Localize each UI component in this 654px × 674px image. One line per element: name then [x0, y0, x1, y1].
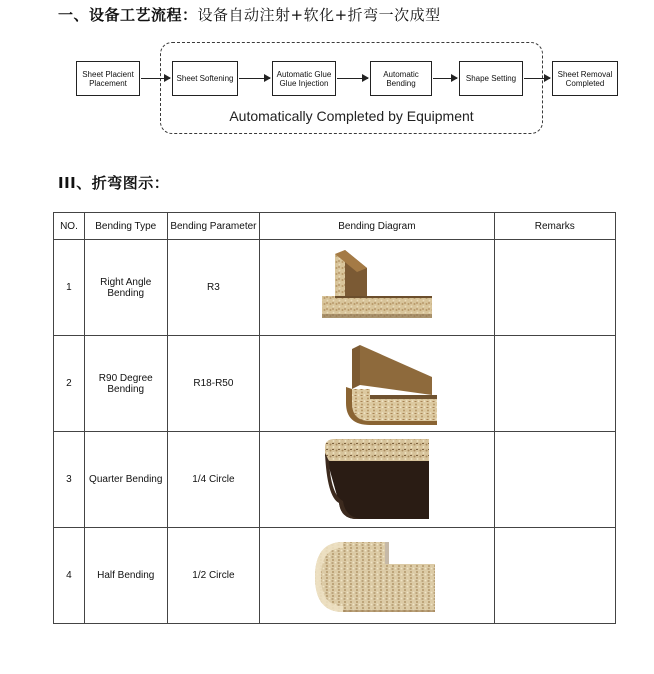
- type-line: Right Angle: [100, 276, 152, 288]
- flow-step-label: Bending: [386, 78, 416, 88]
- right-angle-board-diagram: [317, 248, 437, 328]
- cell-parameter: 1/2 Circle: [167, 528, 260, 624]
- cell-diagram: [260, 528, 494, 624]
- cell-parameter: 1/4 Circle: [167, 432, 260, 528]
- flow-step-1: [76, 61, 140, 96]
- cell-remarks: [494, 336, 615, 432]
- header-no: NO.: [54, 213, 85, 240]
- cell-diagram: [260, 336, 494, 432]
- type-line: Bending: [107, 287, 145, 299]
- cell-bending-type: [84, 432, 167, 528]
- section-heading: 折弯图示：: [91, 174, 170, 192]
- flow-step-3: [272, 61, 336, 96]
- type-line: Quarter Bending: [89, 474, 163, 485]
- flow-step-5: [459, 61, 523, 96]
- half-board-diagram: [307, 534, 447, 618]
- flow-step-label: Sheet Softening: [176, 74, 234, 83]
- type-line: Bending: [107, 383, 145, 395]
- cell-parameter: R3: [167, 240, 260, 336]
- cell-no: 4: [54, 528, 85, 624]
- group-caption: Automatically Completed by Equipment: [229, 108, 474, 124]
- cell-bending-type: [84, 528, 167, 624]
- cell-bending-type: [84, 240, 167, 336]
- flow-arrow: [433, 78, 457, 79]
- cell-remarks: [494, 528, 615, 624]
- flow-step-label: Shape Setting: [465, 74, 517, 83]
- flow-step-label: Glue Injection: [279, 78, 329, 88]
- header-bending-type: Bending Type: [84, 213, 167, 240]
- header-remarks: Remarks: [494, 213, 615, 240]
- flow-arrow: [141, 78, 170, 79]
- flow-step-label: Completed: [565, 78, 605, 88]
- flow-step-label: Sheet Removal: [557, 69, 613, 79]
- flow-arrow: [239, 78, 270, 79]
- cell-remarks: [494, 240, 615, 336]
- flow-arrow: [337, 78, 368, 79]
- cell-remarks: [494, 432, 615, 528]
- header-bending-parameter: Bending Parameter: [167, 213, 260, 240]
- r90-board-diagram: [312, 343, 442, 425]
- flow-step-4: [370, 61, 432, 96]
- quarter-board-diagram: [317, 437, 437, 523]
- flow-step-label: Placement: [89, 78, 127, 88]
- flow-step-label: Sheet Placient: [82, 69, 134, 79]
- table-row: [54, 432, 616, 528]
- section-title-bending: [58, 172, 169, 193]
- type-line: Half Bending: [97, 570, 155, 581]
- section-subtitle: 设备自动注射+软化+折弯一次成型: [197, 6, 441, 24]
- cell-no: 1: [54, 240, 85, 336]
- cell-no: 2: [54, 336, 85, 432]
- cell-diagram: [260, 240, 494, 336]
- header-bending-diagram: Bending Diagram: [260, 213, 494, 240]
- table-row: [54, 336, 616, 432]
- table-row: [54, 528, 616, 624]
- table-row: [54, 240, 616, 336]
- table-header-row: [54, 213, 616, 240]
- bending-table: [53, 212, 616, 624]
- cell-parameter: R18-R50: [167, 336, 260, 432]
- flow-step-label: Automatic: [383, 69, 419, 79]
- section-title-process: [58, 4, 441, 25]
- flow-arrow: [524, 78, 550, 79]
- flow-step-6: [552, 61, 618, 96]
- cell-bending-type: [84, 336, 167, 432]
- section-number: 一、: [58, 6, 90, 24]
- type-line: R90 Degree: [98, 372, 153, 384]
- flow-step-2: [172, 61, 238, 96]
- section-number: III、: [58, 174, 92, 192]
- cell-diagram: [260, 432, 494, 528]
- section-heading: 设备工艺流程：: [89, 6, 198, 24]
- cell-no: 3: [54, 432, 85, 528]
- flow-step-label: Automatic Glue: [276, 69, 332, 79]
